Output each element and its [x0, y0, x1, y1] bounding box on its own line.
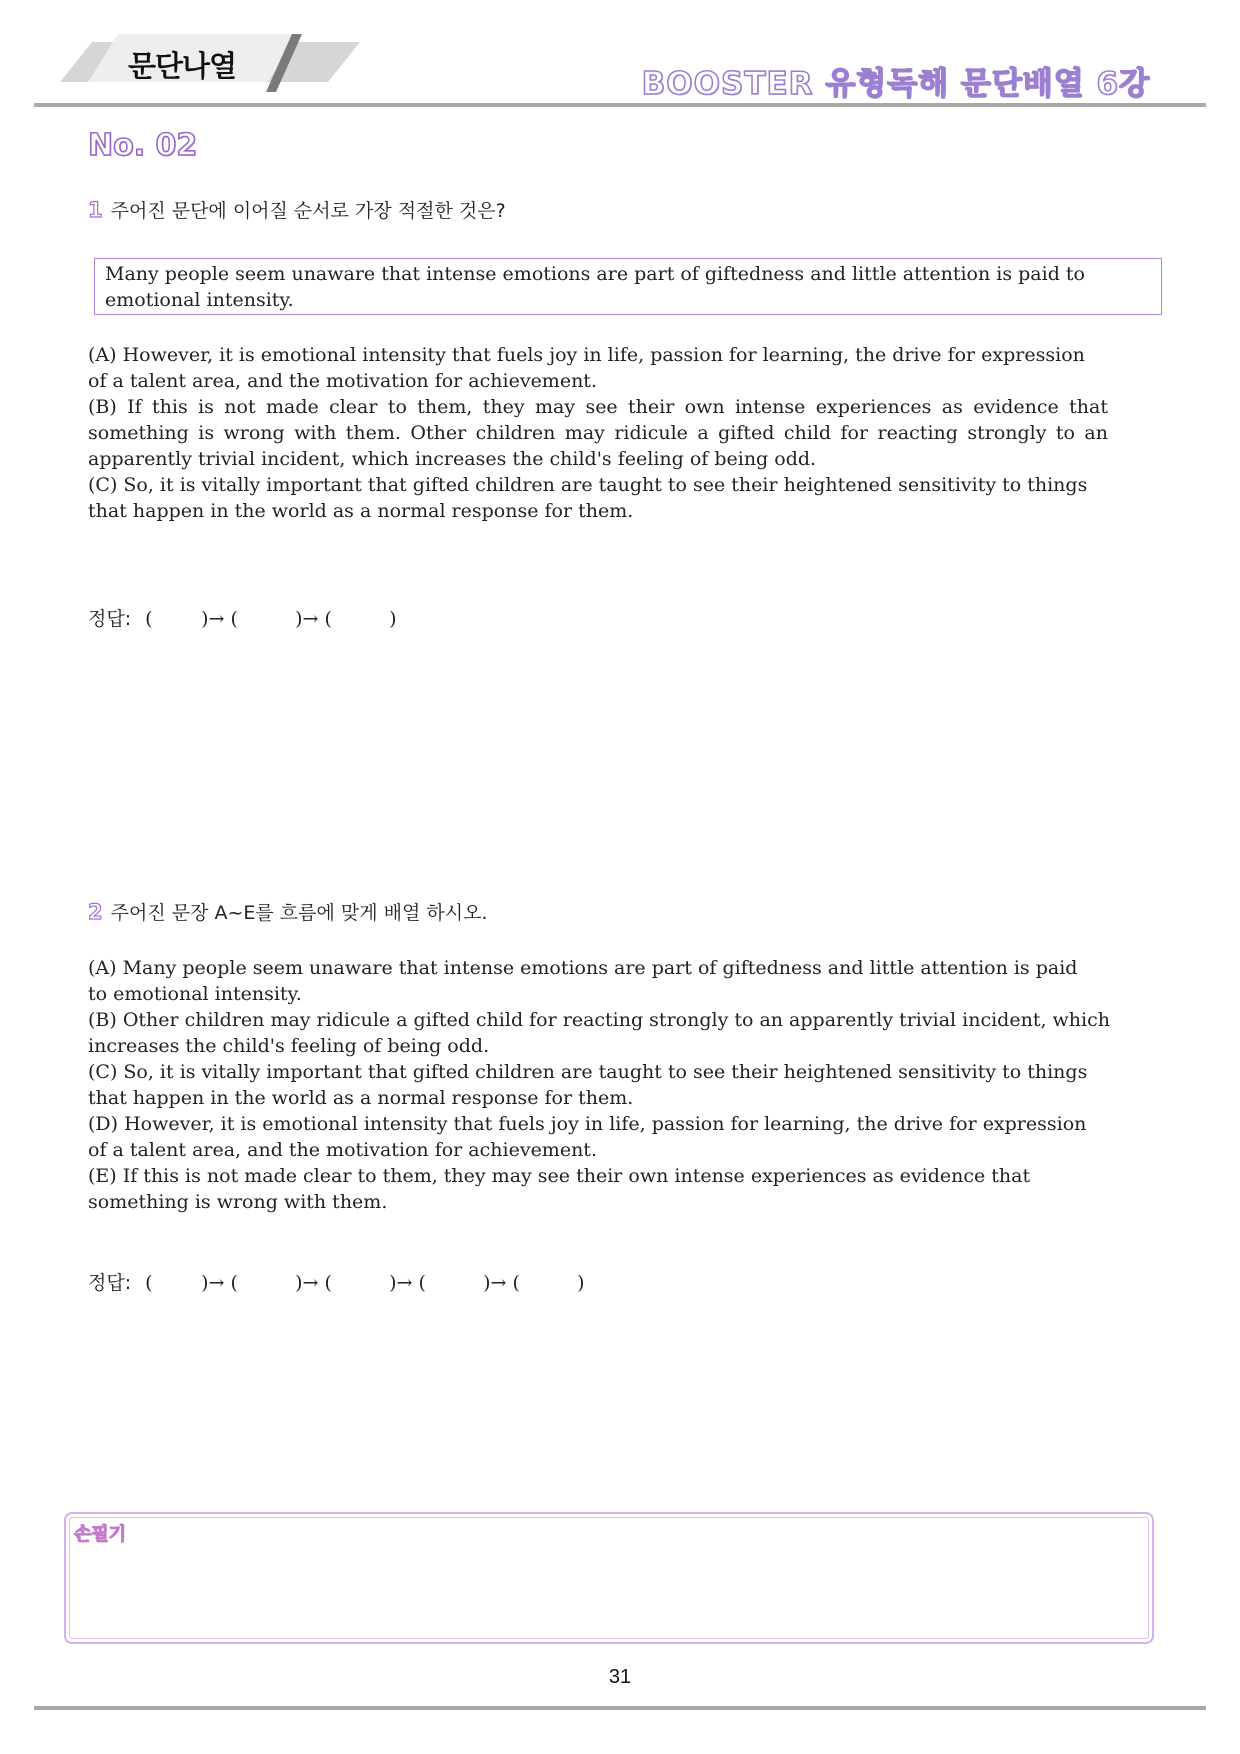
page-header: [0, 0, 1240, 112]
part2-prompt-text: 주어진 문장 A~E를 흐름에 맞게 배열 하시오.: [110, 902, 488, 924]
notes-label: 손필기: [74, 1524, 127, 1545]
part1-answer-line: [88, 604, 445, 631]
paragraph-text: (A) However, it is emotional intensity that fuels joy in life, passion for learning, the drive for expression: [88, 344, 1085, 366]
part2-prompt: [88, 898, 488, 925]
part2-passage: [88, 955, 1148, 1215]
footer-divider: [34, 1706, 1206, 1710]
part2-sentence-e: [88, 1163, 1108, 1215]
answer-slot[interactable]: )→ (: [295, 1272, 332, 1294]
answer-slot[interactable]: (: [145, 1272, 153, 1294]
part1-passage: [88, 342, 1148, 524]
sentence-text: (C) So, it is vitally important that gifted children are taught to see their heightened sensitivity to things that happen in the world as a normal response for them.: [88, 1061, 1088, 1109]
answer-slot[interactable]: (: [145, 608, 153, 630]
part1-prompt-text: 주어진 문단에 이어질 순서로 가장 적절한 것은?: [110, 200, 506, 222]
sentence-text: (B) Other children may ridicule a gifted child for reacting strongly to an apparently trivial incident, which increases the child's feeling of being odd.: [88, 1009, 1110, 1057]
paragraph-text: (C) So, it is vitally important that gifted children are taught to see their heightened sensitivity to things that happen in the world as a normal response for them.: [88, 474, 1088, 522]
answer-slot[interactable]: )→ (: [483, 1272, 520, 1294]
question-number: No. 02: [88, 128, 198, 163]
paragraph-text: (B) If this is not made clear to them, they may see their own intense experiences as evidence that something is wrong with them. Other children may ridicule a gifted child for reacting strongly to an apparently trivial incident, which increases the child's feeling of being odd.: [88, 396, 1108, 470]
given-paragraph-text: Many people seem unaware that intense emotions are part of giftedness and little attention is paid to emotional intensity.: [105, 263, 1085, 311]
answer-slots[interactable]: [145, 1272, 633, 1294]
part1-paragraph-a-continued: [88, 368, 1148, 394]
page-number: 31: [608, 1666, 632, 1688]
section-label: 문단나열: [128, 49, 237, 83]
answer-slot[interactable]: )→ (: [389, 1272, 426, 1294]
book-title: BOOSTER 유형독해 문단배열 6강: [641, 66, 1150, 102]
answer-slot[interactable]: ): [389, 608, 397, 630]
part2-sentence-b: [88, 1007, 1118, 1059]
answer-slot[interactable]: ): [577, 1272, 585, 1294]
part2-sentence-d: [88, 1111, 1148, 1137]
sentence-text: (D) However, it is emotional intensity that fuels joy in life, passion for learning, the drive for expression: [88, 1113, 1087, 1135]
handwriting-notes-box[interactable]: [64, 1512, 1154, 1644]
part1-paragraph-a: [88, 342, 1148, 368]
part2-sentence-a: [88, 955, 1088, 1007]
sentence-text: of a talent area, and the motivation for achievement.: [88, 1139, 597, 1161]
part2-answer-line: [88, 1268, 633, 1295]
answer-slot[interactable]: )→ (: [295, 608, 332, 630]
part2-sentence-c: [88, 1059, 1088, 1111]
part1-paragraph-b: [88, 394, 1108, 472]
given-paragraph-box: [94, 258, 1162, 315]
part1-paragraph-c: [88, 472, 1088, 524]
header-divider: [34, 103, 1206, 107]
answer-label: 정답:: [88, 1272, 132, 1294]
answer-label: 정답:: [88, 608, 132, 630]
part1-number: 1: [88, 198, 103, 222]
part2-sentence-d-continued: [88, 1137, 1148, 1163]
part2-number: 2: [88, 900, 103, 924]
part1-prompt: [88, 196, 506, 223]
answer-slot[interactable]: )→ (: [201, 608, 238, 630]
answer-slots[interactable]: [145, 608, 445, 630]
sentence-text: (E) If this is not made clear to them, they may see their own intense experiences as evidence that something is wrong with them.: [88, 1165, 1031, 1213]
sentence-text: (A) Many people seem unaware that intense emotions are part of giftedness and little attention is paid to emotional intensity.: [88, 957, 1078, 1005]
answer-slot[interactable]: )→ (: [201, 1272, 238, 1294]
paragraph-text: of a talent area, and the motivation for achievement.: [88, 370, 597, 392]
